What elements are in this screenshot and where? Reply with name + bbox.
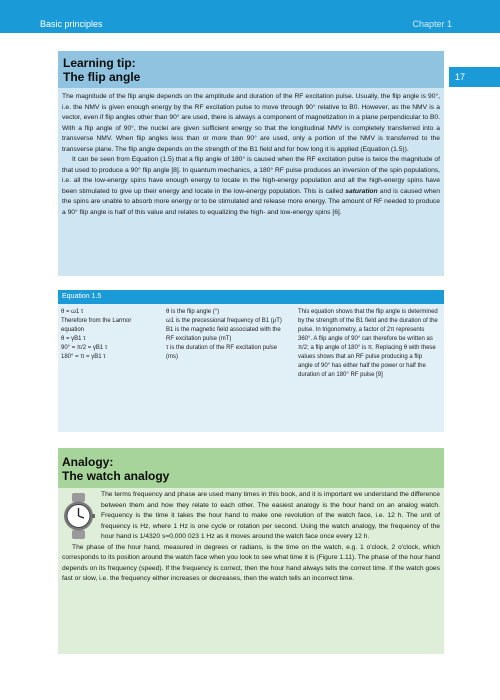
learning-tip-label: Learning tip: <box>63 56 136 70</box>
analogy-header <box>58 448 444 488</box>
formula-line: θ = ω1 τ <box>61 309 84 315</box>
section-title: Basic principles <box>40 19 103 29</box>
variable-definition: B1 is the magnetic field associated with the RF excitation pulse (mT) <box>166 327 281 342</box>
formula-line: Therefore from the Larmor equation <box>61 318 132 333</box>
running-header <box>0 0 500 33</box>
watch-icon <box>62 493 95 539</box>
analogy-paragraph-1: The terms frequency and phase are used many times in this book, and it is important we understand the difference between them and how they relate to each other. The easiest analogy is the hour hand on an analog watch. Frequency is the time it takes the hour hand to make one revolution of the watch face, i.e. 12 h. The unit of frequency is Hz, where 1 Hz is one cycle or rotation per second. Using the watch analogy, the frequency of the hour hand is 1/4320 s=0.000 023 1 Hz as it moves around the watch face once every 12 h. <box>101 491 440 540</box>
variable-definition: τ is the duration of the RF excitation pulse (ms) <box>166 345 278 360</box>
analogy-box <box>58 448 444 654</box>
learning-tip-body <box>58 88 444 218</box>
formula-line: 90° = π/2 = γB1 τ <box>61 345 108 351</box>
analogy-title: The watch analogy <box>62 469 170 483</box>
analogy-paragraph-2: The phase of the hour hand, measured in degrees or radians, is the time on the watch, e.g. 1 o'clock, 2 o'clock, which corresponds to its position around the watch face when you look to see what time it is (Figure 1.11). The phase of the hour hand depends on its frequency (speed). If the frequency is correct, then the hour hand always tells the correct time. If the watch goes fast or slow, i.e. the frequency either increases or decreases, then the watch tells an incorrect time. <box>62 543 440 582</box>
analogy-label: Analogy: <box>62 455 114 469</box>
formula-line: θ = γB1 τ <box>61 336 86 342</box>
variable-definition: ω1 is the precessional frequency of B1 (μT) <box>166 318 282 324</box>
learning-tip-header <box>58 51 444 88</box>
equation-explanation: This equation shows that the flip angle is determined by the strength of the B1 field and the duration of the pulse. In trigonometry, a factor of 2π represents 360°. A flip angle of 90° can therefore be written as π/2; a flip angle of 180° is π. Replacing θ with these values shows that an RF pulse producing a flip angle of 90° has either half the power or half the duration of an 180° RF pulse [9] <box>298 309 438 378</box>
equation-label: Equation 1.5 <box>58 290 444 304</box>
learning-tip-paragraph-1: The magnitude of the flip angle depends on the amplitude and duration of the RF excitation pulse. Usually, the flip angle is 90°, i.e. the NMV is given enough energy by the RF excitation pulse to move through 90° relative to B0. However, as the NMV is a vector, even if flip angles other than 90° are used, there is always a component of magnetization in a plane perpendicular to B0. With a flip angle of 90°, the nuclei are given sufficient energy so that the longitudinal NMV is completely transferred into a transverse NMV. When flip angles less than or more than 90° are used, only a portion of the NMV is transferred to the transverse plane. The flip angle depends on the strength of the B1 field and for how long it is applied (Equation (1.5)). <box>62 93 440 153</box>
saturation-term: saturation <box>345 187 378 195</box>
formula-line: 180° = π = γB1 τ <box>61 354 106 360</box>
chapter-label: Chapter 1 <box>412 19 452 29</box>
equation-formulas <box>61 308 156 362</box>
learning-tip-paragraph-2 <box>62 155 440 218</box>
paragraph-2-text-b: and is caused when the spins are unable to absorb more energy or to be stimulated and release more energy. The amount of RF needed to produce a 90° flip angle is half of this value and relates to equalizing the high- and low-energy spins [6]. <box>62 187 440 216</box>
equation-variables <box>166 308 284 362</box>
page-number: 17 <box>449 67 500 87</box>
paragraph-2-text-a: It can be seen from Equation (1.5) that a flip angle of 180° is caused when the RF excitation pulse is twice the magnitude of that used to produce a 90° flip angle [8]. In quantum mechanics, a 180° RF pulse produces an inversion of the spin populations, i.e. all the low-energy spins have enough energy to locate in the high-energy population and all the high-energy spins have been stimulated to give up their energy and locate in the low-energy population. This is called <box>62 156 440 195</box>
learning-tip-title: The flip angle <box>63 70 141 84</box>
variable-definition: θ is the flip angle (°) <box>166 309 220 315</box>
learning-tip-box <box>58 51 444 276</box>
equation-box <box>58 290 444 432</box>
analogy-body <box>58 488 444 585</box>
